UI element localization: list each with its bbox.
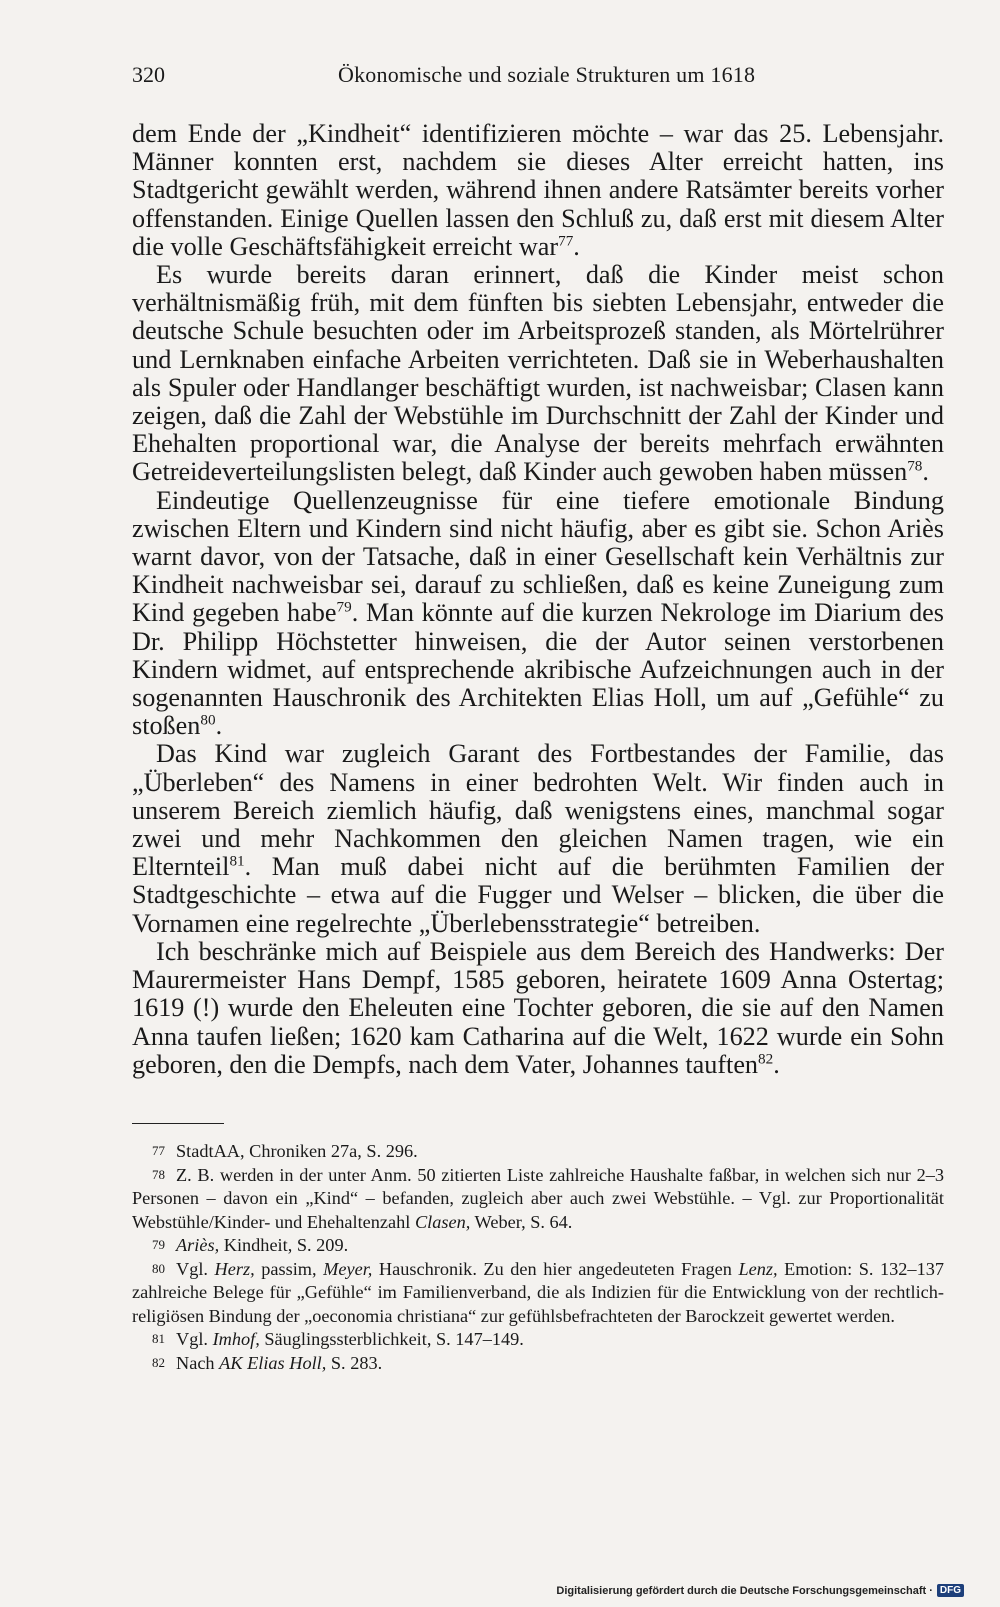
footnote-ref[interactable]: 81 xyxy=(229,852,245,870)
paragraph: Ich beschränke mich auf Beispiele aus dem Bereich des Handwerks: Der Maurermeister Hans Dempf, 1585 geboren, heiratete 1609 Anna Ostertag; 1619 (!) wurde den Eheleuten eine Tochter geboren, die sie auf den Namen Anna taufen ließen; 1620 kam Catharina auf die Welt, 1622 wurde ein Sohn geboren, den die Dempfs, nach dem Vater, Johannes tauften$^{82}$. xyxy=(132,936,944,1079)
footnote-text: StadtAA, Chroniken 27a, S. 296. xyxy=(176,1141,418,1161)
footnote-text: Hauschronik. Zu den hier angedeuteten Fragen xyxy=(372,1258,739,1279)
footnote-number: 82 xyxy=(152,1354,165,1370)
footnote-divider xyxy=(132,1123,224,1124)
footnote-ref[interactable]: 78 xyxy=(907,457,923,475)
footnote-text: Ariès, xyxy=(176,1235,220,1255)
footer-text: Digitalisierung gefördert durch die Deutsche Forschungsgemeinschaft · xyxy=(556,1584,933,1597)
dfg-logo: DFG xyxy=(937,1584,964,1597)
footnote-text: passim, xyxy=(254,1258,324,1279)
footnote-number: 80 xyxy=(152,1260,165,1276)
footnote-text: Kindheit, S. 209. xyxy=(219,1235,349,1255)
page-number: 320 xyxy=(132,62,165,87)
footnote-ref[interactable]: 82 xyxy=(758,1049,774,1067)
footnote-ref[interactable]: 77 xyxy=(558,232,574,250)
paragraph: Das Kind war zugleich Garant des Fortbestandes der Familie, das „Überleben“ des Namens in einer bedrohten Welt. Wir finden auch in unserem Bereich ziemlich häufig, daß wenigstens eines, manchmal sogar zwei und mehr Nachkommen den gleichen Namen tragen, wie ein Elternteil$^{81}$. Man muß dabei nicht auf die berühmten Familien der Stadtgeschichte – etwa auf die Fugger und Welser – blicken, die über die Vornamen eine regelrechte „Überlebensstrategie“ betreiben. xyxy=(132,739,944,938)
footnote-text: Meyer, xyxy=(323,1258,373,1279)
footnote-ref[interactable]: 80 xyxy=(200,711,216,729)
footnote-number: 77 xyxy=(152,1143,165,1158)
footnote xyxy=(132,1352,944,1376)
footnote xyxy=(132,1328,944,1352)
digitization-footer xyxy=(556,1584,964,1597)
footnote-text: Weber, S. 64. xyxy=(470,1211,573,1232)
footnote-number: 79 xyxy=(152,1237,165,1252)
footnote xyxy=(132,1140,944,1164)
paragraph: dem Ende der „Kindheit“ identifizieren möchte – war das 25. Lebensjahr. Männer konnten erst, nachdem sie dieses Alter erreicht hatten, ins Stadtgericht gewählt werden, während ihnen andere Ratsämter bereits vorher offenstanden. Einige Quellen lassen den Schluß zu, daß erst mit diesem Alter die volle Geschäftsfähigkeit erreicht war$^{77}$. xyxy=(132,119,944,261)
footnote-text: Emotion: S. 132–137 zahlreiche Belege für „Gefühle“ im Familienverband, die als Indizien für die Entwicklung von der rechtlich-religiösen Bindung der „oeconomia christiana“ zur gefühlsbefrachteten der Barockzeit gewertet werden. xyxy=(132,1258,944,1326)
footnote-text: Vgl. xyxy=(176,1258,215,1279)
footnote-text: Säuglingssterblichkeit, S. 147–149. xyxy=(259,1329,524,1349)
running-header xyxy=(132,62,864,92)
paragraph: Es wurde bereits daran erinnert, daß die Kinder meist schon verhältnismäßig früh, mit dem fünften bis siebten Lebensjahr, entweder die deutsche Schule besuchten oder im Arbeitsprozeß standen, als Mörtelrührer und Lernknaben einfache Arbeiten verrichteten. Daß sie in Weberhaushalten als Spuler oder Handlanger beschäftigt wurden, ist nachweisbar; Clasen kann zeigen, daß die Zahl der Webstühle im Durchschnitt der Zahl der Kinder und Ehehalten proportional war, die Analyse der bereits mehrfach erwähnten Getreideverteilungslisten belegt, daß Kinder auch gewoben haben müssen$^{78}$. xyxy=(132,260,944,487)
footnote-text: Imhof, xyxy=(212,1329,260,1349)
footnote-ref[interactable]: 79 xyxy=(336,598,352,616)
footnote-text: S. 283. xyxy=(326,1352,383,1373)
running-title: Ökonomische und soziale Strukturen um 1618 xyxy=(338,62,756,87)
footnote-text: Herz, xyxy=(214,1258,255,1279)
footnote-number: 78 xyxy=(152,1166,165,1182)
footnote-text: Lenz, xyxy=(738,1258,778,1279)
footnote-text: Vgl. xyxy=(176,1329,213,1349)
footnote xyxy=(132,1258,944,1329)
footnote xyxy=(132,1164,944,1235)
footnote xyxy=(132,1234,944,1258)
paragraph: Eindeutige Quellenzeugnisse für eine tiefere emotionale Bindung zwischen Eltern und Kindern sind nicht häufig, aber es gibt sie. Schon Ariès warnt davor, von der Tatsache, daß in einer Gesellschaft kein Verhältnis zur Kindheit nachweisbar sei, darauf zu schließen, daß es keine Zuneigung zum Kind gegeben habe$^{79}$. Man könnte auf die kurzen Nekrologe im Diarium des Dr. Philipp Höchstetter hinweisen, die der Autor seinen verstorbenen Kindern widmet, auf entsprechende akribische Aufzeichnungen auch in der sogenannten Hauschronik des Architekten Elias Holl, um auf „Gefühle“ zu stoßen$^{80}$. xyxy=(132,485,944,741)
footnote-text: Nach xyxy=(176,1352,220,1373)
footnote-text: Z. B. werden in der unter Anm. 50 zitierten Liste zahlreiche Haushalte faßbar, in welchen sich nur 2–3 Personen – davon ein „Kind“ – befanden, zugleich aber auch zwei Webstühle. – Vgl. zur Proportionalität Webstühle/Kinder- und Ehehaltenzahl xyxy=(132,1164,944,1232)
main-text xyxy=(132,120,944,1079)
footnote-text: Clasen, xyxy=(414,1211,471,1232)
footnotes xyxy=(132,1140,944,1375)
footnote-text: AK Elias Holl, xyxy=(219,1352,327,1373)
footnote-number: 81 xyxy=(152,1331,165,1346)
